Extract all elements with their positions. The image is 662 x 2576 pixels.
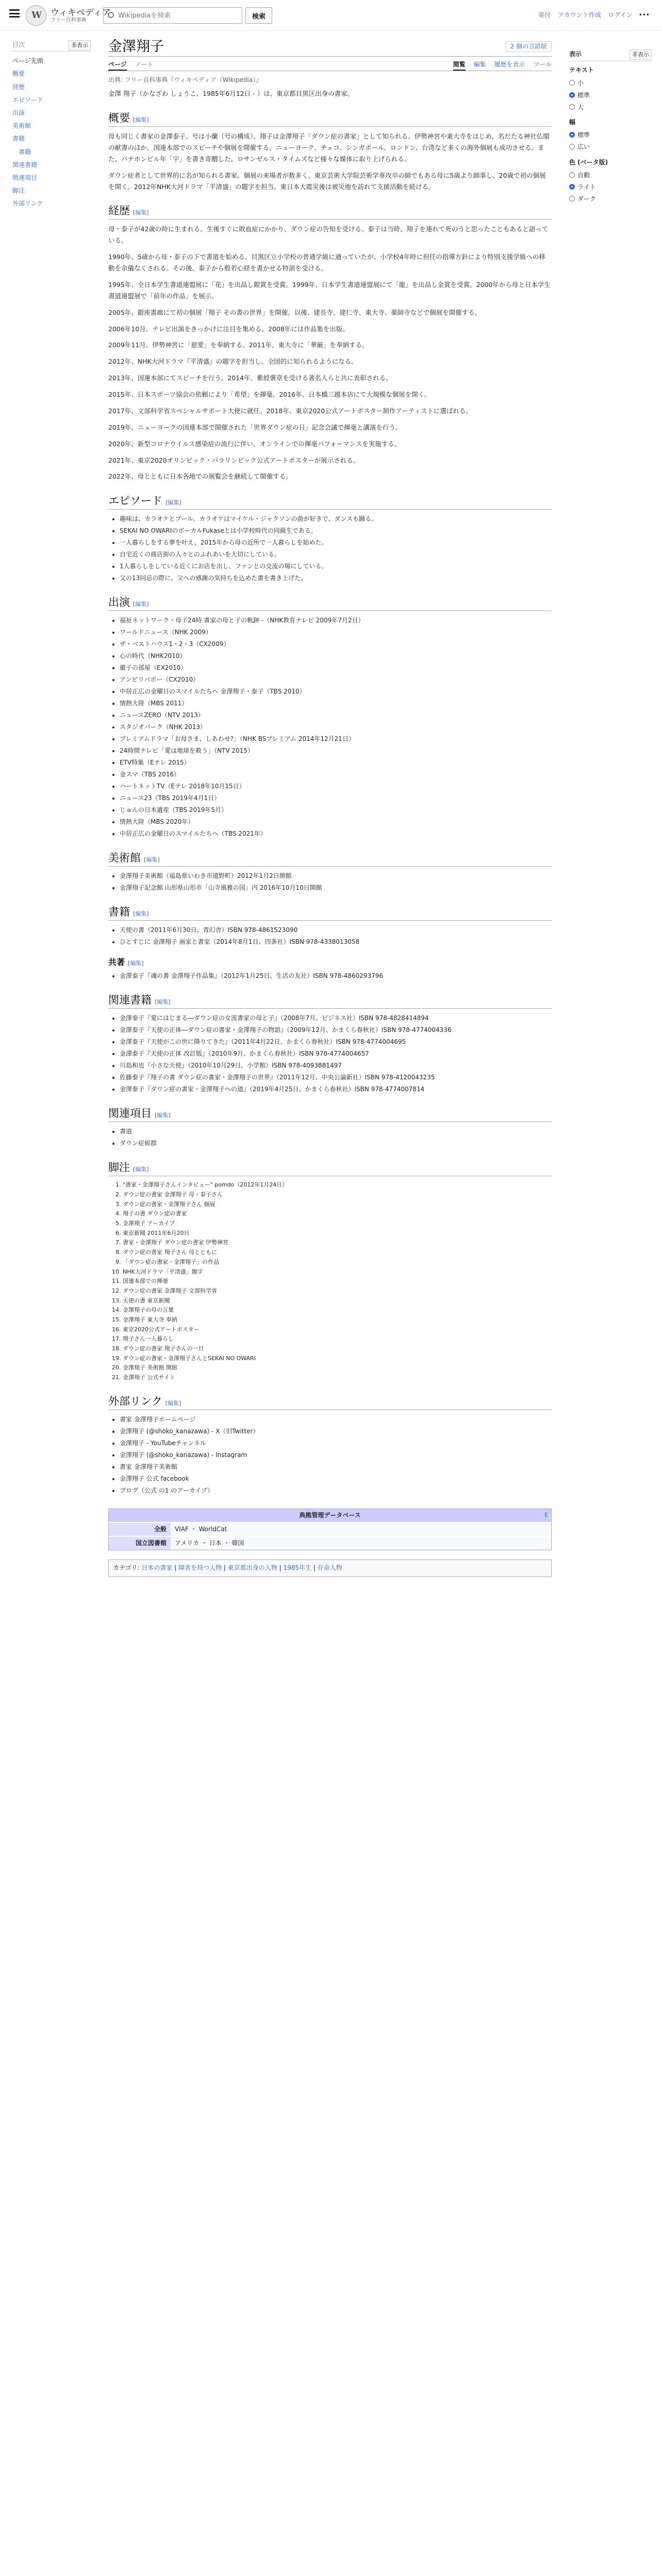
list-item[interactable]: 2. ダウン症の書家 金澤翔子 母・泰子さん — [123, 1190, 552, 1200]
list-item[interactable]: 7. 書家・金澤翔子 ダウン症の書家 伊勢神宮 — [123, 1238, 552, 1248]
appearance-panel — [569, 49, 652, 205]
list-item[interactable]: 19. ダウン症の書家・金澤翔子さんとSEKAI NO OWARI — [123, 1354, 552, 1364]
list-item[interactable]: 10. NHK大河ドラマ「平清盛」題字 — [123, 1267, 552, 1277]
section-title: 共著 — [108, 957, 125, 968]
page-title: 金澤翔子 — [108, 39, 164, 55]
list-item[interactable]: • プレミアムドラマ「お母さま、しあわせ?」（NHK BSプレミアム 2014年12月21日） — [120, 734, 552, 744]
list-item[interactable]: • 川島和也『小さな天使』（2010年10月29日、小学館）ISBN 978-4093881497 — [120, 1060, 552, 1071]
list-item[interactable]: • ETV特集（Eテレ 2015） — [120, 757, 552, 768]
paragraph: 1990年、5歳から母・泰子の下で書道を始める。目黒区立小学校の普通学級に通っていたが、小学校4年時に担任の指導方針により特別支援学級への移動を余儀なくされる。その後、泰子から般若心経を書かせる特訓を受ける。 — [108, 253, 545, 273]
appearance-option[interactable] — [569, 193, 652, 205]
list-item[interactable]: • 天使の書（2011年6月30日、青幻舎）ISBN 978-4861523090 — [120, 925, 552, 936]
section-heading — [108, 904, 552, 921]
list-item[interactable]: • 金澤泰子『愛にはじまる―ダウン症の女流書家の母と子』（2008年7月、ビジネス社）ISBN 978-4828414894 — [120, 1013, 552, 1024]
appearance-option[interactable] — [569, 181, 652, 193]
radio-icon[interactable] — [569, 92, 575, 98]
section-edit-link[interactable]: 編集 — [135, 1166, 147, 1173]
external-list — [120, 1414, 552, 1496]
section-heading — [108, 850, 552, 867]
toc-hide-button[interactable]: 非表示 — [69, 40, 91, 50]
navbox-edit-link[interactable]: E — [544, 1511, 548, 1518]
toc-heading: 目次 非表示 — [12, 40, 91, 52]
paragraph: 母・泰子が42歳の時に生まれる。生後すぐに敗血症にかかり、ダウン症の告知を受ける。泰子は当時、翔子を連れて死のうと思ったこともあると語っている。 — [108, 225, 549, 245]
list-item[interactable]: • 1人暮らしをしている近くにお店を出し、ファンとの交流の場にしている。 — [120, 561, 552, 572]
list-item[interactable]: • 金澤翔子 公式 facebook — [120, 1473, 552, 1484]
option-label: ダーク — [577, 195, 597, 203]
section-edit-link[interactable]: 編集 — [157, 1112, 169, 1119]
list-item[interactable]: • 情熱大陸（MBS 2020年） — [120, 817, 552, 827]
list-item[interactable]: • 福祉ネットワーク・母子24時 書家の母と子の軌跡 -（NHK教育テレビ 2009年7月2日） — [120, 615, 552, 626]
text-size-options — [569, 77, 652, 113]
appearance-hide-button[interactable]: 非表示 — [630, 49, 652, 60]
category-links: カテゴリ: 日本の書家 | 障害を持つ人物 | 東京都出身の人物 | 1985年生 | 存命人物 — [108, 1560, 552, 1577]
toc-item[interactable]: 書籍 — [19, 148, 31, 156]
search-button[interactable]: 検索 — [245, 7, 272, 24]
list-item[interactable]: • 金スマ（TBS 2016） — [120, 769, 552, 780]
color-label: 色 (ベータ版) — [569, 158, 608, 166]
toc-item[interactable]: 概要 — [12, 70, 25, 78]
category-link[interactable]: 日本の書家 — [141, 1564, 173, 1572]
section-edit: [編集] — [155, 998, 171, 1006]
list-item[interactable]: 11. 国連本部での揮毫 — [123, 1277, 552, 1286]
tab-history[interactable]: 履歴を表示 — [494, 61, 525, 68]
section-heading — [108, 992, 552, 1009]
list-item[interactable]: • 趣味は、カラオケとプール。カラオケはマイケル・ジャクソンの曲が好きで、ダンスも踊る。 — [120, 514, 552, 524]
list-item[interactable]: • スタジオパーク（NHK 2013） — [120, 722, 552, 733]
list-item[interactable]: • 金澤泰子『天使がこの世に降りてきた』（2011年4月22日、かまくら春秋社）ISBN 978-4774004695 — [120, 1037, 552, 1047]
toc-item[interactable]: 美術館 — [12, 122, 31, 130]
page-tabs — [108, 57, 552, 71]
section-edit: [編集] — [166, 499, 181, 506]
option-label: 自動 — [577, 171, 590, 179]
brand-title[interactable]: ウィキペディア — [51, 8, 111, 18]
list-item[interactable]: 12. ダウン症の書家 金澤翔子 文部科学省 — [123, 1286, 552, 1296]
section-edit-link[interactable]: 編集 — [130, 960, 142, 967]
paragraph: 2006年10月、テレビ出演をきっかけに注目を集める。2008年には作品集を出版。 — [108, 325, 349, 333]
list-item[interactable]: • 佐藤泰子『翔子の書 ダウン症の書家・金澤翔子の世界』（2011年12月、中央公論新社）ISBN 978-4120043235 — [120, 1072, 552, 1083]
notes-list — [123, 1180, 552, 1382]
list-item[interactable]: • 一人暮らしをする夢を叶え、2015年から母の近所で一人暮らしを始めた。 — [120, 537, 552, 548]
list-item[interactable]: 14. 金澤翔子の母の言葉 — [123, 1306, 552, 1315]
list-item[interactable]: 3. ダウン症の書家・金澤翔子さん 個展 — [123, 1200, 552, 1210]
list-item[interactable]: • 金澤翔子美術館（福島県いわき市遠野町）2012年1月2日開館 — [120, 871, 552, 882]
section-heading — [108, 594, 552, 611]
section-title: 関連書籍 — [108, 994, 152, 1007]
section-edit-link[interactable]: 編集 — [146, 856, 158, 863]
section-heading — [108, 1159, 552, 1176]
section-edit: [編集] — [133, 910, 149, 918]
paragraph: 2020年、新型コロナウイルス感染症の流行に伴い、オンラインでの揮毫パフォーマンスを実施する。 — [108, 439, 401, 448]
user-links — [533, 10, 650, 20]
title-row — [108, 35, 552, 57]
navbox-list[interactable]: VIAF ・ WorldCat — [171, 1523, 551, 1536]
appearances-list — [120, 615, 552, 839]
navbox-group: 全般 — [109, 1523, 171, 1536]
appearance-option[interactable] — [569, 101, 652, 113]
appearance-option[interactable] — [569, 170, 652, 181]
paragraph: 2005年、銀座書廊にて初の個展「翔子 その書の世界」を開催。以後、建長寺、建仁寺、東大寺、薬師寺などで個展を開催する。 — [108, 308, 482, 316]
list-item[interactable]: • 24時間テレビ「愛は地球を救う」（NTV 2015） — [120, 745, 552, 756]
list-item[interactable]: • 父の13回忌の際に、父への感謝の気持ちを込めた書を書き上げた。 — [120, 573, 552, 584]
site-header — [0, 0, 662, 31]
language-button[interactable]: 2 個の言語版 — [506, 41, 552, 52]
more-options-icon[interactable]: ••• — [638, 11, 650, 19]
section-edit-link[interactable]: 編集 — [135, 116, 147, 124]
list-item[interactable]: • 心の時代（NHK2010） — [120, 651, 552, 662]
episodes-list — [120, 514, 552, 584]
wikipedia-logo-icon[interactable] — [26, 5, 46, 26]
list-item[interactable]: • 書道 — [120, 1126, 552, 1137]
section-heading — [108, 493, 552, 510]
article-body — [108, 110, 552, 1496]
toc-item[interactable]: ページ先頭 — [12, 57, 43, 65]
section-edit: [編集] — [165, 1399, 181, 1406]
section-edit-link[interactable]: 編集 — [135, 209, 147, 216]
section-title: 経歴 — [108, 205, 130, 217]
brand-tagline: フリー百科事典 — [51, 18, 87, 23]
section-edit: [編集] — [128, 960, 144, 967]
search-icon — [108, 12, 114, 18]
login-link[interactable]: ログイン — [608, 11, 633, 19]
list-item[interactable]: • プログ（公式 の1 のアーカイブ） — [120, 1485, 552, 1496]
list-item[interactable]: • SEKAI NO OWARIのボーカルFukaseとは小学校時代の同級生である。 — [120, 526, 552, 536]
paragraph: 2019年、ニューヨークの国連本部で開催された「世界ダウン症の日」記念会議で揮毫と講演を行う。 — [108, 423, 402, 431]
section-edit: [編集] — [133, 116, 149, 124]
list-item[interactable]: • 自宅近くの商店街の人々とのふれあいを大切にしている。 — [120, 549, 552, 560]
list-item[interactable]: • 情熱大陸（MBS 2011） — [120, 698, 552, 709]
option-label: ライト — [577, 183, 596, 191]
tab-page[interactable]: ページ — [108, 61, 127, 71]
paragraph: 2021年、東京2020オリンピック・パラリンピック公式アートポスターが展示される。 — [108, 456, 360, 464]
list-item[interactable]: 16. 東京2020公式アートポスター — [123, 1325, 552, 1335]
section-edit-link[interactable]: 編集 — [135, 910, 147, 918]
option-label: 広い — [577, 143, 590, 151]
list-item[interactable]: 4. 翔子の書 ダウン症の書家 — [123, 1209, 552, 1219]
list-item[interactable]: • 金澤泰子『天使の正体―ダウン症の書家・金澤翔子の物語』（2009年12月、かまくら春秋社）ISBN 978-4774004336 — [120, 1025, 552, 1036]
tab-talk[interactable]: ノート — [135, 61, 154, 68]
navbox-list[interactable]: アメリカ ・ 日本 ・ 韓国 — [171, 1537, 551, 1550]
paragraph: 2022年、母とともに日本各地での展覧会を継続して開催する。 — [108, 472, 292, 481]
list-item[interactable]: • ハートネットTV（Eテレ 2018年10月15日） — [120, 781, 552, 792]
toc-sidebar — [0, 31, 98, 210]
section-edit: [編集] — [144, 856, 160, 863]
radio-icon[interactable] — [569, 196, 575, 201]
search-input[interactable] — [118, 10, 237, 21]
tab-read[interactable]: 閲覧 — [453, 61, 466, 71]
paragraph: 2013年、国連本部にてスピーチを行う。2014年、紫綬褒章を受ける著名人らと共に表彰される。 — [108, 374, 392, 382]
books-list — [120, 925, 552, 947]
section-heading — [108, 110, 552, 127]
museum-list — [120, 871, 552, 893]
see_also-list — [120, 1126, 552, 1149]
text-size-label: テキスト — [569, 66, 594, 74]
section-title: 書籍 — [108, 906, 130, 919]
radio-icon[interactable] — [569, 104, 575, 110]
radio-icon[interactable] — [569, 132, 575, 138]
category-label: カテゴリ — [113, 1564, 138, 1572]
appearance-option[interactable] — [569, 90, 652, 101]
list-item[interactable]: 9. 「ダウン症の書家・金澤翔子」の作品 — [123, 1258, 552, 1267]
toc-item[interactable]: 関連項目 — [12, 174, 38, 181]
navbox-group: 国立図書館 — [109, 1537, 171, 1550]
appearance-option[interactable] — [569, 77, 652, 89]
category-link[interactable]: 存命人物 — [317, 1564, 342, 1572]
paragraph: 1995年、全日本学生書道連盟展に「花」を出品し銀賞を受賞。1999年、日本学生書道連盟展にて「龍」を出品し金賞を受賞。2000年から母と日本学生書道連盟展で「前年の作品」を展示。 — [108, 280, 551, 300]
section-edit: [編集] — [133, 1166, 149, 1173]
tab-tools[interactable]: ツール — [533, 61, 552, 68]
related_books-list — [120, 1013, 552, 1095]
section-heading — [108, 1105, 552, 1122]
section-heading — [108, 956, 552, 968]
list-item[interactable]: • 金澤翔子記念館 山形県山形市「山寺風雅の国」内 2016年10月10日開館 — [120, 883, 552, 893]
category-link[interactable]: 障害を持つ人物 — [178, 1564, 222, 1572]
section-edit-link[interactable]: 編集 — [135, 601, 147, 608]
section-heading — [108, 202, 552, 219]
list-item[interactable]: • ダウン症候群 — [120, 1138, 552, 1149]
radio-icon[interactable] — [569, 172, 575, 178]
cobooks-list — [120, 971, 552, 981]
list-item[interactable]: 18. ダウン症の書家 翔子さんの一日 — [123, 1344, 552, 1354]
list-item[interactable]: 8. ダウン症の書家 翔子さん 母とともに — [123, 1248, 552, 1258]
list-item[interactable]: 17. 翔子さん一人暮らし — [123, 1334, 552, 1344]
option-label: 小 — [577, 79, 584, 87]
from-line: 出典: フリー百科事典『ウィキペディア（Wikipedia）』 — [108, 76, 262, 83]
toc-item[interactable]: 経歴 — [12, 83, 25, 91]
list-item[interactable]: • 中居正広の金曜日のスマイルたちへ 金澤翔子・泰子（TBS 2010） — [120, 686, 552, 697]
radio-icon[interactable] — [569, 144, 575, 149]
section-edit-link[interactable]: 編集 — [168, 499, 179, 506]
lead-paragraph: 金澤 翔子（かなざわ しょうこ、1985年6月12日 - ）は、東京都目黒区出身の書家。 — [108, 90, 354, 98]
option-label: 大 — [577, 103, 584, 111]
color-options — [569, 170, 652, 206]
main-content — [108, 35, 552, 1577]
donate-link[interactable]: 寄付 — [538, 11, 551, 19]
width-options — [569, 129, 652, 153]
section-title: 脚注 — [108, 1161, 130, 1174]
toc-item[interactable]: 関連書籍 — [12, 161, 38, 168]
radio-icon[interactable] — [569, 184, 575, 190]
list-item[interactable]: 5. 金澤翔子 アーカイブ — [123, 1219, 552, 1229]
appearance-heading: 表示 非表示 — [569, 49, 652, 61]
authority-control-navbox — [108, 1509, 552, 1551]
list-item[interactable]: • 金澤泰子『魂の書 金澤翔子作品集』（2012年1月25日、生活の友社）ISBN 978-4860293796 — [120, 971, 552, 981]
section-edit: [編集] — [133, 601, 149, 608]
list-item[interactable]: • アンビリバボー（CX2010） — [120, 674, 552, 685]
paragraph: 2017年、文部科学省スペシャルサポート大使に就任。2018年、東京2020公式アートポスター制作アーティストに選ばれる。 — [108, 406, 472, 415]
toc-item[interactable]: 書籍 — [12, 135, 25, 143]
section-title: 関連項目 — [108, 1107, 152, 1120]
list-item[interactable]: • 金澤泰子『ダウン症の書家・金澤翔子への道』（2019年4月25日、かまくら春秋社）ISBN 978-4774007814 — [120, 1084, 552, 1095]
paragraph: ダウン症者として世界的に名が知られる書家。個展の来場者が数多く、東京芸術大学院芸術学専攻卒の師でもある母に5歳より師事し、20歳で初の個展を開く。2012年NHK大河ドラマ「平清盛」の題字を担当。東日本大震災後は被災地を訪れて支援活動を続ける。 — [108, 171, 546, 191]
paragraph: 2012年、NHK大河ドラマ『平清盛』の題字を担当し、全国的に知られるようになる。 — [108, 358, 358, 366]
list-item[interactable]: • ニュース23（TBS 2019年4月1日） — [120, 793, 552, 804]
section-title: エピソード — [108, 495, 162, 507]
list-item[interactable]: • 金澤翔子 (@shoko_kanazawa) - X（旧Twitter） — [120, 1426, 552, 1437]
list-item[interactable]: 6. 東京新聞 2011年6月20日 — [123, 1229, 552, 1239]
appearance-option[interactable] — [569, 141, 652, 153]
option-label: 標準 — [577, 91, 590, 99]
paragraph: 2015年、日本スポーツ協会の依頼により「希望」を揮毫。2016年、日本橋三越本店にて大規模な個展を開く。 — [108, 391, 431, 399]
paragraph: 2009年11月、伊勢神宮に「慈愛」を奉納する。2011年、東大寺に「華厳」を奉納する。 — [108, 341, 369, 349]
toc-item[interactable]: 外部リンク — [12, 200, 43, 208]
list-item[interactable]: 1. "書家・金澤翔子さんインタビュー" pomdo（2012年1月24日） — [123, 1180, 552, 1190]
list-item[interactable]: • じゅんの日本遺産（TBS 2019年5月） — [120, 805, 552, 816]
category-link[interactable]: 東京都出身の人物 — [227, 1564, 277, 1572]
tab-edit[interactable]: 編集 — [473, 61, 486, 68]
category-link[interactable]: 1985年生 — [283, 1564, 311, 1572]
list-item[interactable]: 21. 金澤翔子 公式サイト — [123, 1373, 552, 1383]
toc-item[interactable]: エピソード — [12, 96, 44, 104]
section-title: 出演 — [108, 596, 130, 609]
list-item[interactable]: • 書家 金澤翔子美術館 — [120, 1462, 552, 1472]
appearance-option[interactable] — [569, 129, 652, 141]
list-item[interactable]: • 徹子の部屋（EX2010） — [120, 663, 552, 673]
create-account-link[interactable]: アカウント作成 — [557, 11, 601, 19]
search-box[interactable] — [103, 7, 242, 24]
navbox-head: 典拠管理データベース E — [109, 1509, 551, 1522]
toc-item[interactable]: 脚注 — [12, 187, 25, 195]
option-label: 標準 — [577, 131, 590, 139]
list-item[interactable]: • 中居正広の金曜日のスマイルたちへ（TBS 2021年） — [120, 828, 552, 839]
section-heading — [108, 1393, 552, 1410]
section-title: 概要 — [108, 112, 130, 125]
list-item[interactable]: • 書家 金澤翔子ホームページ — [120, 1414, 552, 1425]
width-label: 幅 — [569, 118, 576, 126]
section-title: 美術館 — [108, 852, 141, 865]
list-item[interactable]: • 金澤泰子『天使の正体 改訂版』（2010年9月、かまくら春秋社）ISBN 978-4774004657 — [120, 1048, 552, 1059]
list-item[interactable]: 15. 金澤翔子 東大寺 奉納 — [123, 1315, 552, 1325]
list-item[interactable]: 13. 天使の書 東京新聞 — [123, 1296, 552, 1306]
list-item[interactable]: • 金澤翔子 - YouTubeチャンネル — [120, 1438, 552, 1449]
list-item[interactable]: • ワールドニュース（NHK 2009） — [120, 627, 552, 638]
list-item[interactable]: • ひとすじに 金澤翔子 画家と書家（2014年8月1日、四条社）ISBN 978-4338013058 — [120, 937, 552, 947]
toc-item[interactable]: 出演 — [12, 109, 25, 116]
toc-list — [12, 55, 91, 210]
paragraph: 母も同じく書家の金澤泰子。号は小蘭（号の構成）。翔子は金澤翔子「ダウン症の書家」として知られる。伊勢神宮や東大寺をはじめ、名だたる神社仏閣の献書のほか、国連本部でのスピーチや個展を開催する。ニューヨーク、チェコ、シンガポール、ロンドン、台湾など多くの海外個展も成功させる。また、パナホンビル年「宇」を書き寄贈した。ロサンゼルス・タイムズなど様々な媒体に取り上げられる。 — [108, 132, 550, 163]
main-menu-icon[interactable] — [9, 9, 20, 18]
list-item[interactable]: • ザ・ベストハウス1・2・3（CX2009） — [120, 639, 552, 650]
list-item[interactable]: • ニュースZERO（NTV 2013） — [120, 710, 552, 721]
list-item[interactable]: • 金澤翔子 (@shoko_kanazawa) - Instagram — [120, 1450, 552, 1461]
section-edit: [編集] — [133, 209, 149, 216]
radio-icon[interactable] — [569, 80, 575, 86]
section-edit-link[interactable]: 編集 — [157, 998, 169, 1006]
section-edit: [編集] — [155, 1112, 171, 1119]
section-edit-link[interactable]: 編集 — [167, 1399, 179, 1406]
section-title: 外部リンク — [108, 1395, 162, 1408]
list-item[interactable]: 20. 金澤翔子 美術館 開館 — [123, 1363, 552, 1373]
